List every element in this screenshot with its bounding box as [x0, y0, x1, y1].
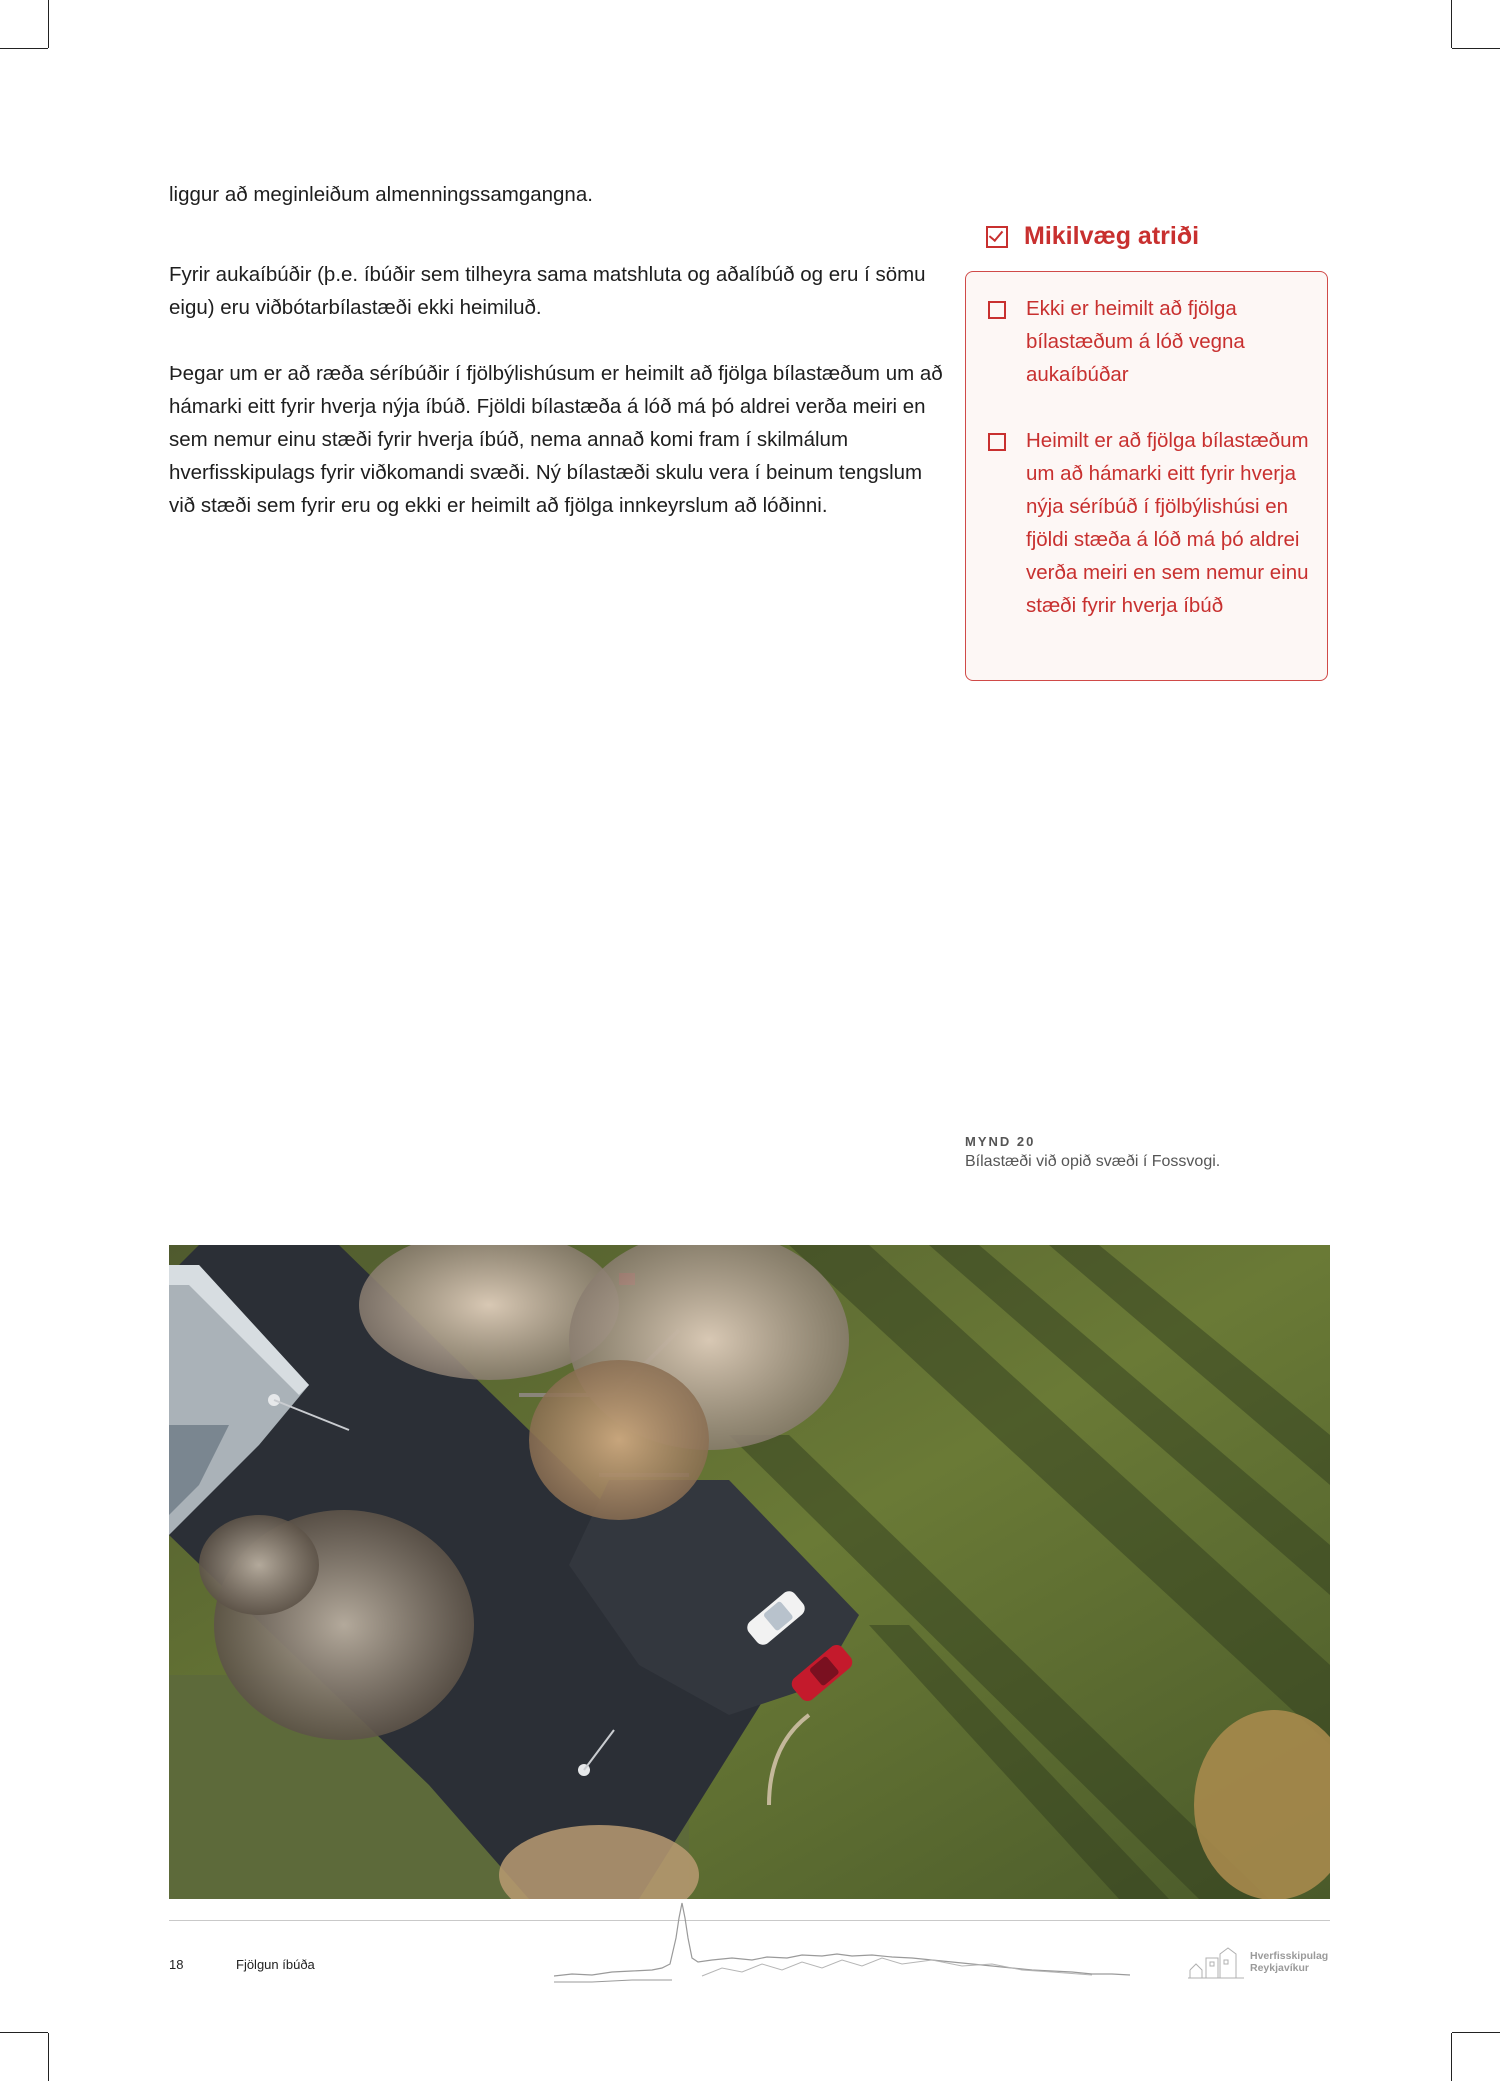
logo-line-2: Reykjavíkur — [1250, 1962, 1309, 1974]
logo-icon — [1188, 1944, 1246, 1980]
checkbox-icon — [988, 301, 1006, 319]
crop-mark — [0, 2032, 48, 2033]
logo-line-1: Hverfisskipulag — [1250, 1950, 1329, 1962]
paragraph: Þegar um er að ræða séríbúðir í fjölbýlishúsum er heimilt að fjölga bílastæðum um að hámarki eitt fyrir hverja nýja íbúð. Fjöldi bílastæða á lóð má þó aldrei verða meiri en sem nemur einu stæði fyrir hverja íbúð, nema annað komi fram í skilmálum hverfisskipulags fyrir viðkomandi svæði. Ný bílastæði skulu vera í beinum tengslum við stæði sem fyrir eru og ekki er heimilt að fjölga innkeyrslum að lóðinni. — [169, 362, 943, 517]
key-points-box — [965, 271, 1328, 681]
crop-mark — [1452, 2032, 1500, 2033]
skyline-illustration — [552, 1898, 1132, 1988]
figure-caption — [965, 1134, 1220, 1171]
checked-box-icon — [986, 226, 1008, 248]
key-point-text: Heimilt er að fjölga bílastæðum um að hámarki eitt fyrir hverja nýja séríbúð í fjölbýlishúsi en fjöldi stæða á lóð má þó aldrei verða meiri en sem nemur einu stæði fyrir hverja íbúð — [1026, 429, 1309, 617]
key-point-item — [988, 292, 1316, 391]
figure-label: MYND 20 — [965, 1134, 1036, 1149]
hverfisskipulag-logo — [1188, 1944, 1328, 1980]
body-text — [169, 178, 949, 555]
crop-mark — [1452, 48, 1500, 49]
key-points-title: Mikilvæg atriði — [1024, 222, 1200, 250]
checkbox-icon — [988, 433, 1006, 451]
key-point-item — [988, 424, 1316, 622]
crop-mark — [0, 48, 48, 49]
paragraph: liggur að meginleiðum almenningssamgangna. — [169, 183, 593, 206]
key-point-text: Ekki er heimilt að fjölga bílastæðum á lóð vegna aukaíbúðar — [1026, 297, 1245, 386]
paragraph: Fyrir aukaíbúðir (þ.e. íbúðir sem tilheyra sama matshluta og aðalíbúð og eru í sömu eigu) eru viðbótarbílastæði ekki heimiluð. — [169, 263, 926, 319]
crop-mark — [1451, 0, 1452, 48]
figure-description: Bílastæði við opið svæði í Fossvogi. — [965, 1153, 1221, 1170]
crop-mark — [48, 2033, 49, 2081]
page-number: 18 — [169, 1957, 184, 1972]
aerial-photo — [169, 1245, 1330, 1899]
crop-mark — [1451, 2033, 1452, 2081]
section-title: Fjölgun íbúða — [236, 1957, 315, 1972]
key-points-header — [986, 222, 1199, 251]
crop-mark — [48, 0, 49, 48]
